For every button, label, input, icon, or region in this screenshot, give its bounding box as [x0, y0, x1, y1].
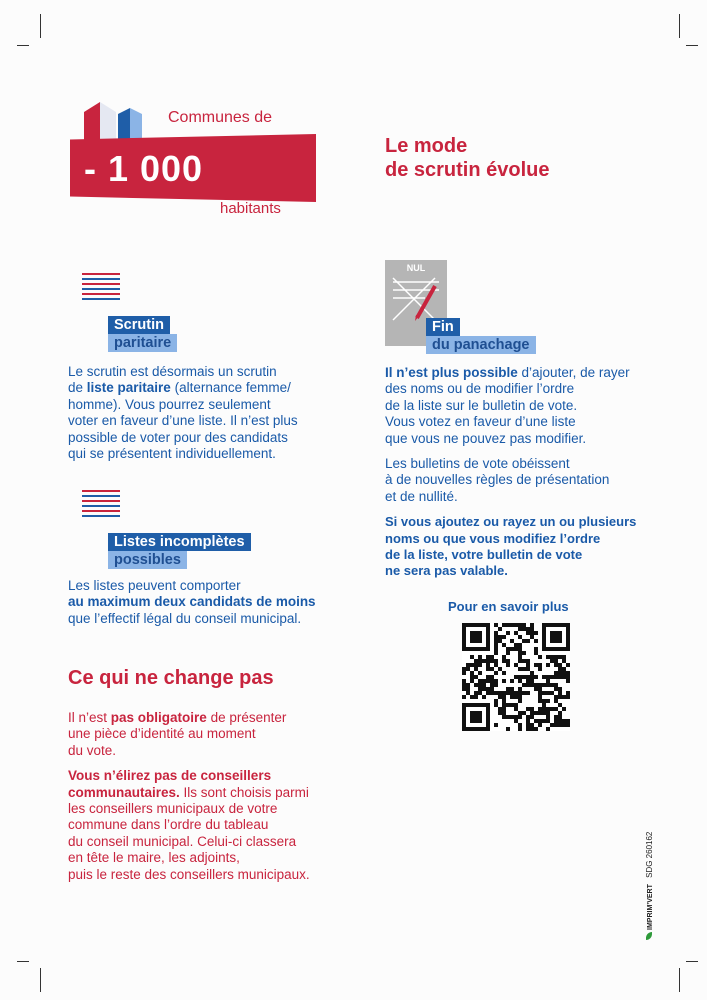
paragraph-line: voter en faveur d’une liste. Il n’est plus — [68, 413, 298, 429]
paragraph-line: communautaires. Ils sont choisis parmi — [68, 784, 309, 800]
more-info-label: Pour en savoir plus — [448, 599, 569, 614]
paragraph-line: commune dans l’ordre du tableau — [68, 817, 269, 833]
imprint-brand: IMPRIM’VERT — [647, 884, 654, 930]
crop-mark — [679, 968, 680, 992]
header-logo — [70, 100, 320, 220]
paragraph-line: des noms ou de modifier l’ordre — [385, 381, 575, 397]
tag-line: Scrutin — [108, 316, 170, 334]
paragraph-line: Il n’est plus possible d’ajouter, de rayer — [385, 365, 630, 380]
page-title-line: Le mode — [385, 135, 468, 157]
section-heading: Ce qui ne change pas — [68, 667, 274, 689]
tag-line: possibles — [108, 551, 187, 569]
paragraph-line: Si vous ajoutez ou rayez un ou plusieurs — [385, 514, 637, 530]
imprint-code: SDG 260162 — [645, 831, 654, 878]
paragraph-line: Vous votez en faveur d’une liste — [385, 414, 576, 430]
leaf-icon — [646, 932, 652, 940]
ballot-label: NUL — [406, 263, 426, 273]
ne-change-text — [68, 710, 358, 883]
header-communes-de: Communes de — [168, 109, 273, 126]
paragraph-line: noms ou que vous modifiez l’ordre — [385, 530, 601, 546]
paragraph-line: qui se présentent individuellement. — [68, 446, 276, 462]
paragraph-line: Il n’est pas obligatoire de présenter — [68, 710, 287, 725]
paragraph-line: Vous n’élirez pas de conseillers — [68, 768, 272, 784]
crop-mark — [40, 14, 41, 38]
tag-line: paritaire — [108, 334, 177, 352]
crop-mark — [679, 14, 680, 38]
paragraph-line: de la liste sur le bulletin de vote. — [385, 397, 578, 413]
panachage-text — [385, 365, 685, 580]
paragraph-line: les conseillers municipaux de votre — [68, 801, 278, 817]
crop-mark — [40, 968, 41, 992]
tag-scrutin-paritaire — [108, 316, 177, 352]
qr-code[interactable] — [462, 623, 570, 731]
scrutin-text — [68, 364, 358, 462]
town-hall-icon — [78, 100, 148, 142]
crop-mark — [17, 961, 29, 962]
tag-line: Fin — [426, 318, 460, 336]
paragraph-line: à de nouvelles règles de présentation — [385, 472, 610, 488]
paragraph-line: Les bulletins de vote obéissent — [385, 456, 570, 472]
paragraph-line: que vous ne pouvez pas modifier. — [385, 430, 587, 446]
paragraph-line: puis le reste des conseillers municipaux. — [68, 866, 310, 882]
paragraph-line: ne sera pas valable. — [385, 563, 508, 579]
paragraph-line: Le scrutin est désormais un scrutin — [68, 364, 277, 379]
paragraph-line: du vote. — [68, 742, 117, 758]
paragraph-line: homme). Vous pourrez seulement — [68, 396, 271, 412]
paragraph-line: une pièce d’identité au moment — [68, 726, 256, 742]
imprim-vert-logo — [645, 832, 654, 940]
tag-line: du panachage — [426, 336, 536, 354]
header-number: - 1 000 — [84, 148, 204, 189]
page-title — [385, 134, 550, 182]
paragraph-line: du conseil municipal. Celui-ci classera — [68, 833, 297, 849]
paragraph-line: au maximum deux candidats de moins — [68, 594, 316, 610]
paragraph-line: possible de voter pour des candidats — [68, 429, 288, 445]
paragraph-line: et de nullité. — [385, 488, 458, 504]
paragraph-line: Les listes peuvent comporter — [68, 578, 241, 593]
stripes-icon — [82, 273, 120, 303]
tag-fin-panachage — [426, 318, 536, 354]
paragraph-line: de la liste, votre bulletin de vote — [385, 547, 583, 563]
paragraph-line: en tête le maire, les adjoints, — [68, 850, 240, 866]
crop-mark — [686, 961, 698, 962]
listes-text — [68, 578, 358, 627]
crop-mark — [17, 45, 29, 46]
paragraph-line: de liste paritaire (alternance femme/ — [68, 380, 291, 396]
header-habitants: habitants — [220, 200, 281, 217]
crop-mark — [686, 45, 698, 46]
page-title-line: de scrutin évolue — [385, 159, 550, 181]
stripes-icon — [82, 490, 120, 520]
paragraph-line: que l’effectif légal du conseil municipal. — [68, 610, 302, 626]
tag-listes-incompletes — [108, 533, 251, 569]
tag-line: Listes incomplètes — [108, 533, 251, 551]
qr-code-icon — [462, 623, 570, 731]
